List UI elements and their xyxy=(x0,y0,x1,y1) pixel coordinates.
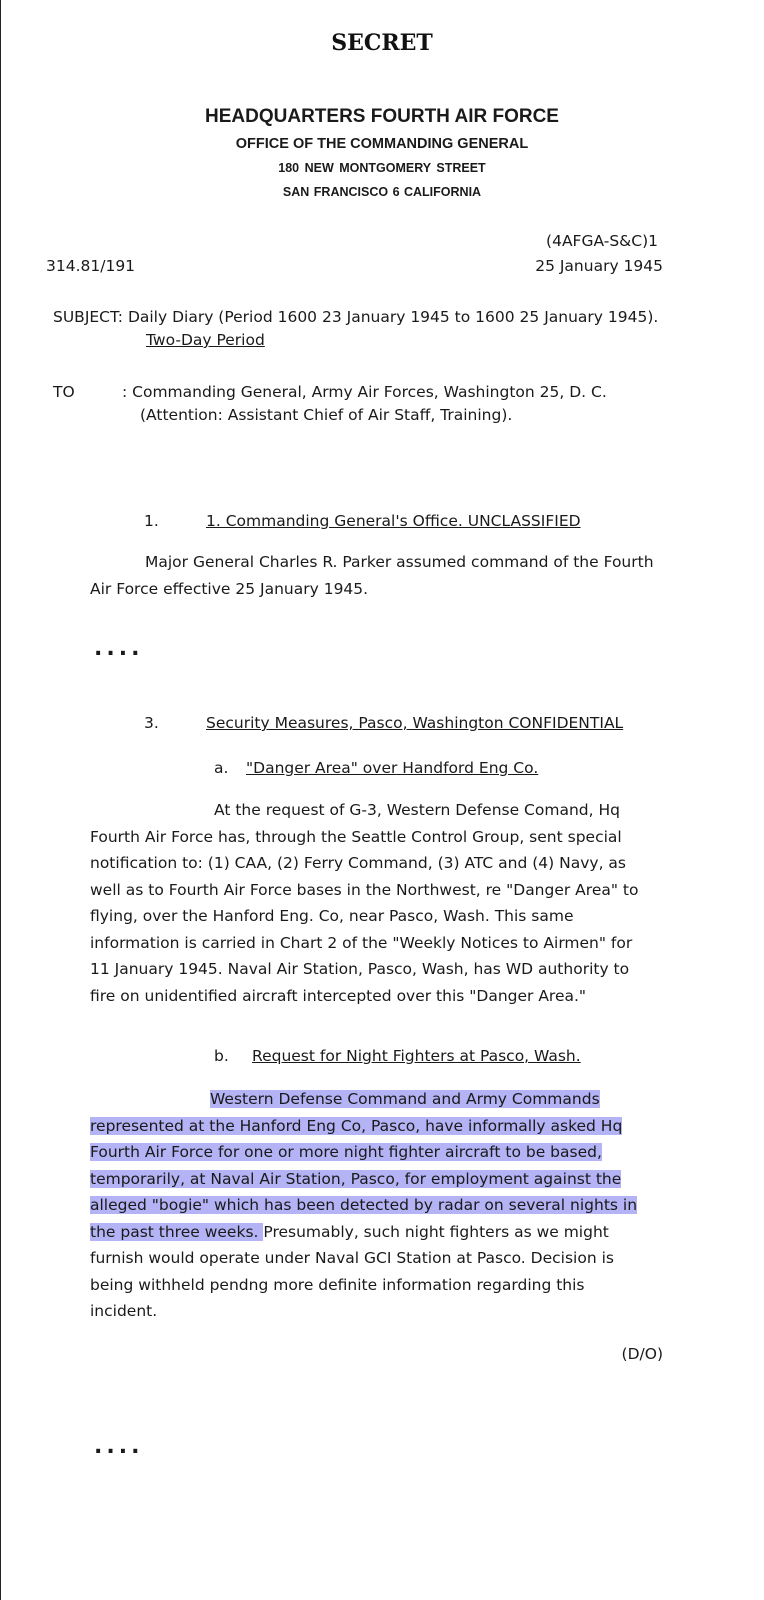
to-addressee: : Commanding General, Army Air Forces, Washington 25, D. C. xyxy=(122,383,607,401)
paragraph-line: fire on unidentified aircraft intercepted over this "Danger Area." xyxy=(90,986,587,1005)
paragraph-line: notification to: (1) CAA, (2) Ferry Command, (3) ATC and (4) Navy, as xyxy=(90,854,627,872)
to-attention: (Attention: Assistant Chief of Air Staff, Training). xyxy=(140,406,513,424)
text-selection[interactable]: temporarily, at Naval Air Station, Pasco, for employment against the xyxy=(90,1169,622,1188)
signoff-initials: (D/O) xyxy=(621,1345,663,1363)
paragraph-line: information is carried in Chart 2 of the "Weekly Notices to Airmen" for xyxy=(90,933,633,952)
paragraph-line xyxy=(90,1113,690,1140)
paragraph-line xyxy=(90,1139,690,1166)
section-1-body xyxy=(90,549,690,602)
section-3-heading: Security Measures, Pasco, Washington CONFIDENTIAL xyxy=(206,714,624,732)
omission-ellipsis-end: .... xyxy=(94,1434,144,1459)
text-selection[interactable]: represented at the Hanford Eng Co, Pasco, have informally asked Hq xyxy=(90,1116,623,1135)
letterhead-street: 180 NEW MONTGOMERY STREET xyxy=(278,161,486,175)
paragraph-line: well as to Fourth Air Force bases in the Northwest, re "Danger Area" to xyxy=(90,880,639,899)
subsection-a-body xyxy=(90,797,690,1009)
letterhead-org: HEADQUARTERS FOURTH AIR FORCE xyxy=(205,106,559,127)
routing-code: (4AFGA-S&C)1 xyxy=(546,232,658,250)
subsection-a-letter: a. xyxy=(214,759,229,777)
file-number: 314.81/191 xyxy=(46,257,136,275)
letterhead-office: OFFICE OF THE COMMANDING GENERAL xyxy=(235,136,529,152)
paragraph-line: flying, over the Hanford Eng. Co, near Pasco, Wash. This same xyxy=(90,907,574,925)
paragraph-line xyxy=(90,1219,690,1246)
paragraph-line: incident. xyxy=(90,1302,158,1320)
subsection-b-letter: b. xyxy=(214,1047,229,1065)
subject-text: Daily Diary (Period 1600 23 January 1945 to 1600 25 January 1945). xyxy=(127,308,659,326)
text-selection[interactable]: the past three weeks. xyxy=(90,1222,264,1241)
subject-label: SUBJECT: xyxy=(53,308,123,326)
paragraph-line: Fourth Air Force has, through the Seattle Control Group, sent special xyxy=(90,827,622,846)
paragraph-line: 11 January 1945. Naval Air Station, Pasco, Wash, has WD authority to xyxy=(90,960,630,978)
subject-subtitle: Two-Day Period xyxy=(146,331,265,349)
text-selection[interactable]: Fourth Air Force for one or more night fighter aircraft to be based, xyxy=(90,1143,602,1161)
subsection-b-body[interactable] xyxy=(90,1086,690,1325)
omission-ellipsis: .... xyxy=(94,636,144,661)
classification-marking: SECRET xyxy=(331,30,433,56)
text-selection[interactable]: alleged "bogie" which has been detected by radar on several nights in xyxy=(90,1196,638,1214)
paragraph-line: Air Force effective 25 January 1945. xyxy=(90,579,369,598)
subject-line xyxy=(53,308,658,326)
section-3-number: 3. xyxy=(144,714,159,732)
subsection-b-heading: Request for Night Fighters at Pasco, Wash. xyxy=(252,1047,581,1065)
subsection-a-heading: "Danger Area" over Handford Eng Co. xyxy=(246,759,539,777)
paragraph-line xyxy=(90,1192,690,1219)
to-label: TO xyxy=(53,383,75,401)
letterhead-city: SAN FRANCISCO 6 CALIFORNIA xyxy=(282,185,482,199)
paragraph-text: Presumably, such night fighters as we might xyxy=(263,1222,609,1241)
document-date: 25 January 1945 xyxy=(535,257,663,275)
text-selection[interactable]: Western Defense Command and Army Commands xyxy=(210,1090,600,1108)
paragraph-line xyxy=(90,1086,690,1113)
paragraph-line xyxy=(90,1166,690,1193)
paragraph-line: furnish would operate under Naval GCI Station at Pasco. Decision is xyxy=(90,1249,614,1267)
paragraph-line: At the request of G-3, Western Defense Comand, Hq xyxy=(214,801,620,819)
paragraph-line: Major General Charles R. Parker assumed command of the Fourth xyxy=(145,553,654,571)
section-1-number: 1. xyxy=(144,512,159,530)
paragraph-line: being withheld pendng more definite information regarding this xyxy=(90,1275,585,1294)
section-1-heading: 1. Commanding General's Office. UNCLASSIFIED xyxy=(206,512,581,530)
